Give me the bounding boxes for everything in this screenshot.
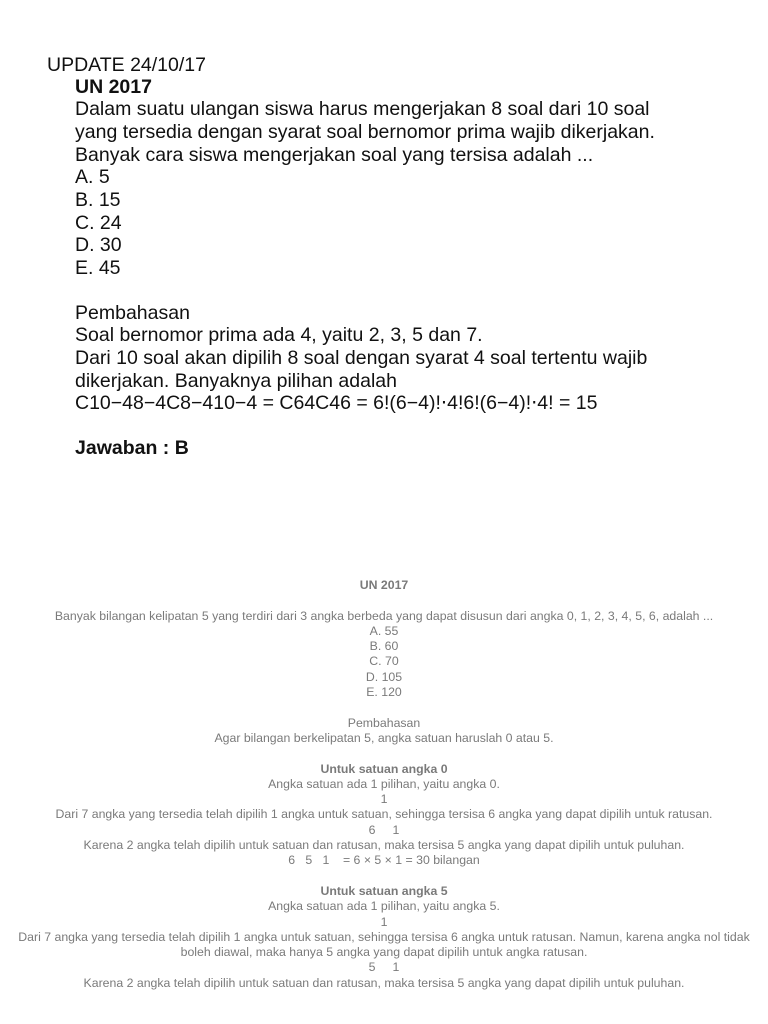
option-a: A. 55 (369, 623, 399, 638)
question-line: Dalam suatu ulangan siswa harus mengerjakan 8 soal dari 10 soal (75, 98, 650, 120)
discussion-line: dikerjakan. Banyaknya pilihan adalah (75, 370, 397, 392)
option-d: D. 30 (75, 234, 122, 256)
option-b: B. 60 (369, 639, 399, 654)
option-d: D. 105 (365, 669, 403, 684)
discussion-line: Dari 10 soal akan dipilih 8 soal dengan syarat 4 soal tertentu wajib (75, 347, 648, 369)
case-0-line: Angka satuan ada 1 pilihan, yaitu angka 0. (268, 776, 500, 791)
formula-line: C10−48−4C8−410−4 = C64C46 = 6!(6−4)!⋅4!6!(6−4)!⋅4! = 15 (75, 392, 598, 414)
option-b: B. 15 (75, 189, 121, 211)
case-0-line: 6 5 1 = 6 × 5 × 1 = 30 bilangan (288, 853, 480, 868)
option-e: E. 45 (75, 257, 121, 279)
case-5-line: 5 1 (368, 960, 400, 975)
exam-title: UN 2017 (359, 578, 409, 592)
case-5-line: Karena 2 angka telah dipilih untuk satuan dan ratusan, maka tersisa 5 angka yang dapat dipilih untuk puluhan. (83, 975, 685, 990)
option-e: E. 120 (366, 685, 402, 700)
case-0-line: 6 1 (368, 822, 400, 837)
option-a: A. 5 (75, 166, 110, 188)
update-date: UPDATE 24/10/17 (47, 54, 206, 76)
case-0-line: Karena 2 angka telah dipilih untuk satuan dan ratusan, maka tersisa 5 angka yang dapat dipilih untuk puluhan. (83, 838, 685, 853)
case-5-line: Dari 7 angka yang tersedia telah dipilih 1 angka untuk satuan, sehingga tersisa 6 angka untuk ratusan. Namun, karena angka nol tidak boleh diawal, maka hanya 5 angka yang dapat dipilih untuk angka ratusan. (18, 929, 750, 960)
option-c: C. 70 (369, 654, 399, 669)
question: Banyak bilangan kelipatan 5 yang terdiri dari 3 angka berbeda yang dapat disusun dari angka 0, 1, 2, 3, 4, 5, 6, adalah ... (54, 608, 714, 623)
option-c: C. 24 (75, 212, 122, 234)
discussion-title: Pembahasan (75, 302, 190, 324)
case-0-line: 1 (380, 792, 388, 807)
discussion-title: Pembahasan (347, 715, 421, 730)
question-line: yang tersedia dengan syarat soal bernomor prima wajib dikerjakan. (75, 121, 655, 143)
intro-line: Agar bilangan berkelipatan 5, angka satuan haruslah 0 atau 5. (214, 730, 554, 745)
answer: Jawaban : B (75, 437, 189, 459)
discussion-line: Soal bernomor prima ada 4, yaitu 2, 3, 5 dan 7. (75, 324, 483, 346)
slide-2 (0, 578, 768, 991)
case-0-title: Untuk satuan angka 0 (320, 761, 448, 776)
case-0-line: Dari 7 angka yang tersedia telah dipilih 1 angka untuk satuan, sehingga tersisa 6 angka yang dapat dipilih untuk ratusan. (55, 807, 713, 822)
case-5-line: Angka satuan ada 1 pilihan, yaitu angka 5. (268, 899, 500, 914)
question-line: Banyak cara siswa mengerjakan soal yang tersisa adalah ... (75, 144, 594, 166)
case-5-line: 1 (380, 914, 388, 929)
exam-title: UN 2017 (75, 76, 152, 98)
case-5-title: Untuk satuan angka 5 (320, 883, 448, 898)
